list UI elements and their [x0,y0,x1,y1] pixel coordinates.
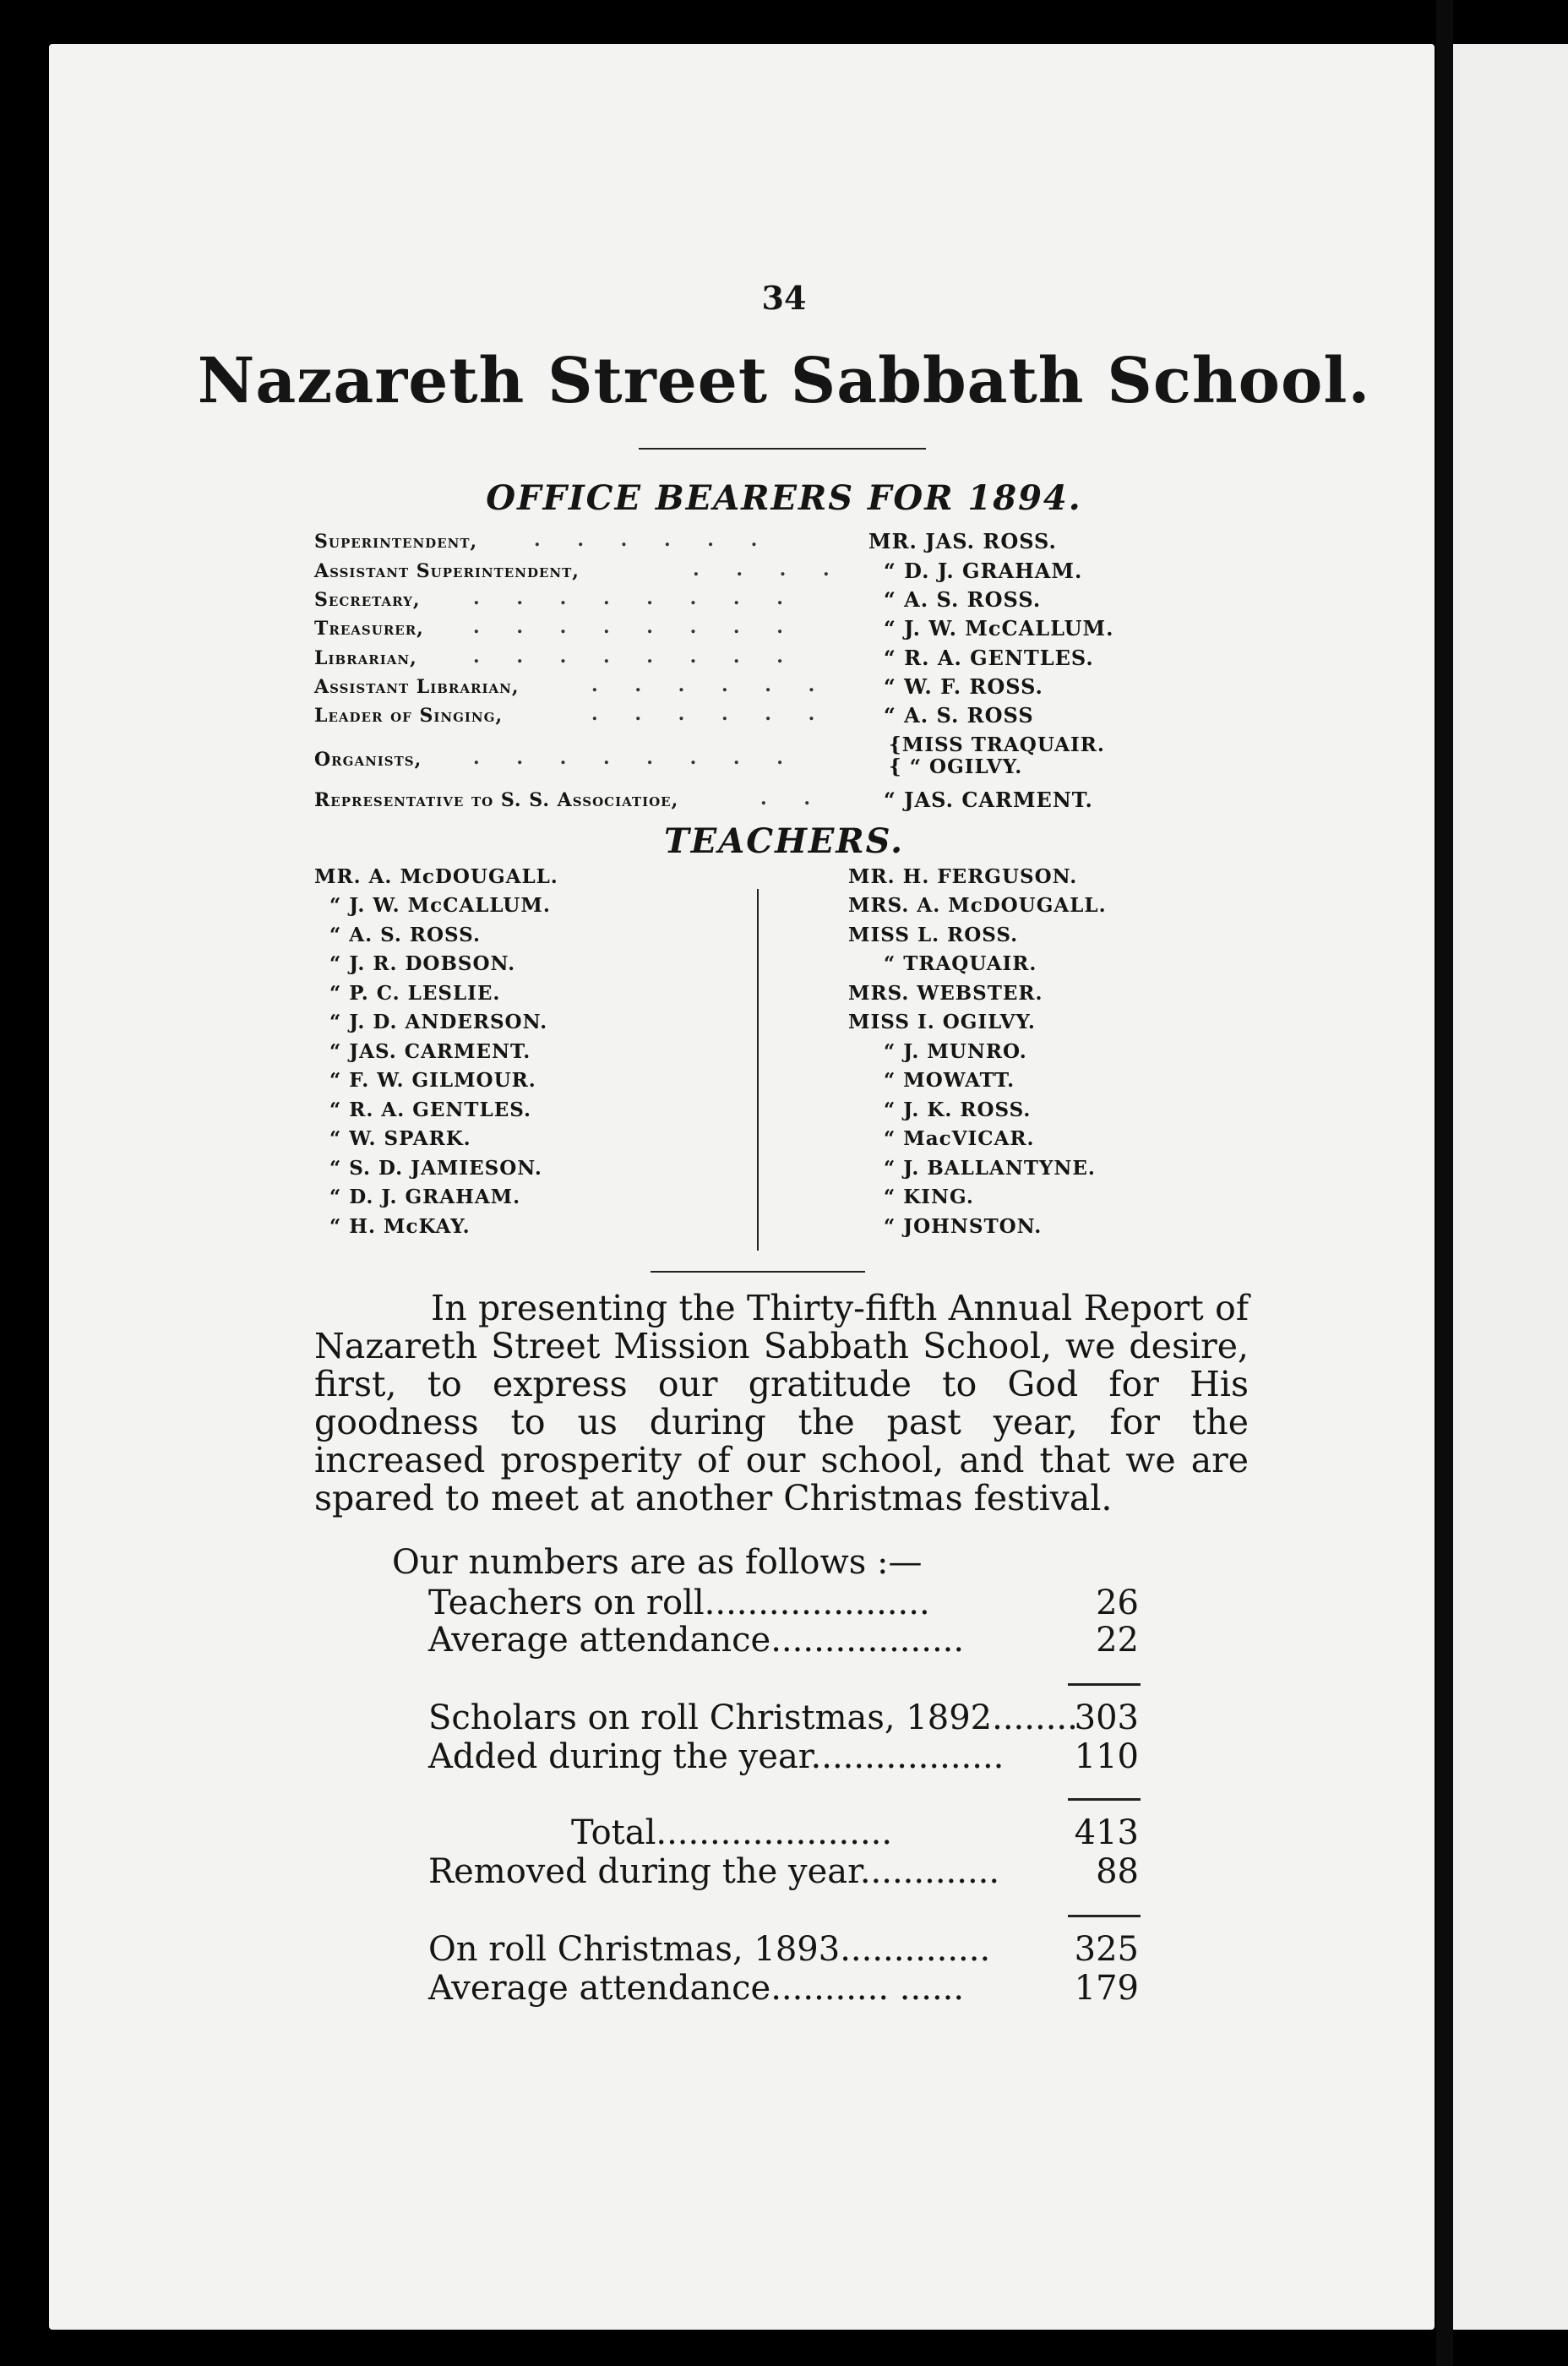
number-label: Total...................... [571,1813,893,1852]
teacher-name: “ J. D. ANDERSON. [329,1011,548,1033]
office-name: {MISS TRAQUAIR. [889,733,1105,756]
office-name: “ JAS. CARMENT. [884,788,1093,812]
teacher-name: MRS. A. McDOUGALL. [848,894,1107,917]
report-paragraph [314,1289,1249,1518]
office-name: “ J. W. McCALLUM. [884,616,1114,641]
teacher-name: “ A. S. ROSS. [329,924,481,946]
office-name: “ R. A. GENTLES. [884,646,1094,670]
teacher-name: MR. A. McDOUGALL. [314,865,558,888]
page-title: Nazareth Street Sabbath School. [197,345,1371,417]
leader-dots: . . . . . . [534,529,773,551]
number-label: Average attendance.................. [428,1621,965,1660]
leader-dots: . . . . . . [591,674,830,696]
sum-rule [1068,1683,1141,1686]
leader-dots: . . . . . . . . [473,587,798,609]
leader-dots: . . . . . . . . [473,616,798,638]
office-name: “ A. S. ROSS [884,703,1034,728]
office-name: “ D. J. GRAHAM. [884,559,1083,583]
teacher-name: “ JOHNSTON. [884,1215,1043,1238]
teacher-name: “ J. R. DOBSON. [329,952,516,975]
number-label: On roll Christmas, 1893.............. [428,1930,991,1969]
teacher-name: “ S. D. JAMIESON. [329,1157,542,1180]
office-role: Leader of Singing, [314,705,504,727]
sum-rule [1068,1915,1141,1917]
page-number: 34 [761,279,807,317]
paragraph-text: In presenting the Thirty-fifth Annual Report of Nazareth Street Mission Sabbath School, we desire, first, to express our gratitude to God for His goodness to us during the past year, for the increased prosperity of our school, and that we are spared to meet at another Christmas festival. [314,1288,1249,1518]
teacher-name: “ MacVICAR. [884,1127,1035,1150]
teacher-name: “ J. K. ROSS. [884,1098,1032,1121]
office-role: Secretary, [314,589,421,611]
office-bearers-heading: OFFICE BEARERS FOR 1894. [486,478,1082,518]
teachers-heading: TEACHERS. [663,821,905,861]
number-value: 22 [1096,1621,1139,1660]
teacher-name: “ MOWATT. [884,1069,1015,1092]
number-label: Removed during the year............. [428,1852,1000,1891]
office-role: Assistant Librarian, [314,676,520,698]
teacher-name: “ H. McKAY. [329,1215,471,1238]
teacher-name: “ J. MUNRO. [884,1040,1027,1063]
leader-dots: . . . . [693,559,845,581]
office-name: MR. JAS. ROSS. [868,529,1057,553]
section-rule [651,1271,865,1273]
office-name: “ A. S. ROSS. [884,587,1042,612]
office-role: Superintendent, [314,531,478,553]
teacher-name: MISS L. ROSS. [848,924,1019,946]
number-value: 303 [1074,1698,1139,1737]
office-name-second: { “ OGILVY. [889,755,1023,778]
teacher-name: MISS I. OGILVY. [848,1011,1036,1033]
number-label: Added during the year.................. [428,1737,1004,1776]
teacher-name: “ R. A. GENTLES. [329,1098,532,1121]
teacher-name: “ D. J. GRAHAM. [329,1186,521,1208]
teacher-name: “ J. BALLANTYNE. [884,1157,1096,1180]
office-role: Organists, [314,749,422,771]
teacher-name: “ P. C. LESLIE. [329,982,501,1005]
number-value: 179 [1074,1969,1139,2008]
leader-dots: . . . . . . . . [473,646,798,668]
title-rule [639,448,926,450]
number-value: 26 [1096,1584,1139,1622]
teacher-name: “ W. SPARK. [329,1127,471,1150]
teacher-name: “ KING. [884,1186,974,1208]
sum-rule [1068,1798,1141,1801]
teachers-column-divider [757,889,759,1251]
office-role: Representative to S. S. Associatioe, [314,789,679,811]
number-value: 325 [1074,1930,1139,1969]
office-role: Assistant Superintendent, [314,560,580,582]
teacher-name: “ TRAQUAIR. [884,952,1037,975]
teacher-name: MRS. WEBSTER. [848,982,1043,1005]
office-name: “ W. F. ROSS. [884,674,1043,699]
number-value: 413 [1074,1813,1139,1852]
teacher-name: MR. H. FERGUSON. [848,865,1078,888]
leader-dots: . . [760,788,825,810]
teacher-name: “ F. W. GILMOUR. [329,1069,536,1092]
numbers-intro: Our numbers are as follows :— [392,1543,923,1582]
teacher-name: “ J. W. McCALLUM. [329,894,551,917]
number-label: Teachers on roll..................... [428,1584,930,1622]
number-label: Average attendance........... ...... [428,1969,965,2008]
number-value: 110 [1074,1737,1139,1776]
teacher-name: “ JAS. CARMENT. [329,1040,531,1063]
number-value: 88 [1096,1852,1139,1891]
leader-dots: . . . . . . . . [473,747,798,769]
number-label: Scholars on roll Christmas, 1892........ [428,1698,1078,1737]
leader-dots: . . . . . . [591,703,830,725]
office-role: Treasurer, [314,618,424,640]
office-role: Librarian, [314,647,417,669]
